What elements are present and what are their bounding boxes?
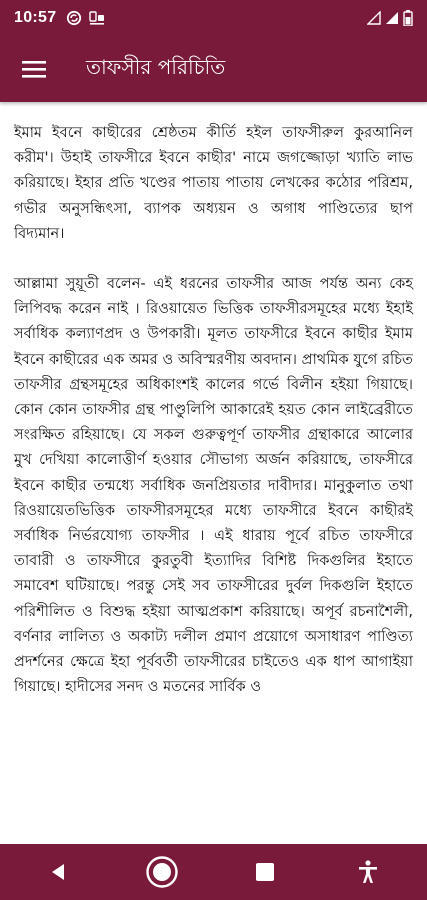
- sim-status-icon: [88, 10, 106, 26]
- page-title: তাফসীর পরিচিতি: [86, 54, 226, 79]
- back-button[interactable]: [31, 844, 87, 900]
- status-left-icons: [66, 10, 106, 26]
- menu-button[interactable]: [0, 36, 68, 102]
- paragraph: ইমাম ইবনে কাছীরের শ্রেষ্ঠতম কীর্তি হইল তাফসীরুল কুরআনিল করীম'। উহাই তাফসীরে ইবনে কাছীর' নামে জগজ্জোড়া খ্যাতি লাভ করিয়াছে। ইহার প্রতি খণ্ডের পাতায় পাতায় লেখকের কঠোর পরিশ্রম, গভীর অনুসন্ধিৎসা, ব্যাপক অধ্যয়ন ও অগাধ পাণ্ডিত্যের ছাপ বিদ্যমান।: [14, 124, 413, 242]
- status-time: 10:57: [14, 9, 57, 26]
- paragraph: আল্লামা সুয়ূতী বলেন- এই ধরনের তাফসীর আজ পর্যন্ত অন্য কেহ লিপিবদ্ধ করেন নাই । রিওয়ায়েত ভিত্তিক তাফসীরসমূহের মধ্যে ইহাই সর্বাধিক কল্যাণপ্রদ ও উপকারী। মূলত তাফসীরে ইবনে কাছীর ইমাম ইবনে কাছীরের এক অমর ও অবিস্মরণীয় অবদান। প্রাথমিক যুগে রচিত তাফসীর গ্রন্থসমূহের অধিকাংশই কালের গর্ভে বিলীন হইয়া গিয়াছে। কোন কোন তাফসীর গ্রন্থ পাণ্ডুলিপি আকারেই হয়ত কোন লাইব্রেরীতে সংরক্ষিত রহিয়াছে। যে সকল গুরুত্বপূর্ণ তাফসীর গ্রন্থাকারে আলোর মুখ দেখিয়া কালোত্তীর্ণ হওয়ার সৌভাগ্য অর্জন করিয়াছে, তাফসীরে ইবনে কাছীর তন্মধ্যে সর্বাধিক জনপ্রিয়তার দাবীদার। মানুকুলাত তথা রিওয়ায়েতভিত্তিক তাফসীরসমূহের মধ্যে তাফসীরে ইবনে কাছীরই সর্বাধিক নির্ভরযোগ্য তাফসীর । এই ধারায় পূর্বে রচিত তাফসীরে তাবারী ও তাফসীরে কুরতুবী ইত্যাদির বিশিষ্ট দিকগুলির ইহাতে সমাবেশ ঘটিয়াছে। পরন্তু সেই সব তাফসীরের দুর্বল দিকগুলি ইহাতে পরিশীলিত ও বিশুদ্ধ হইয়া আত্মপ্রকাশ করিয়াছে। অপূর্ব রচনাশৈলী, বর্ণনার লালিত্য ও অকাট্য দলীল প্রমাণ প্রয়োগে অসাধারণ পাণ্ডিত্য প্রদর্শনের ক্ষেত্রে ইহা পূর্ববর্তী তাফসীরের চাইতেও এক ধাপ আগাইয়া গিয়াছে। হাদীসের সনদ ও মতনের সার্বিক ও: [14, 275, 413, 696]
- app-bar: [0, 36, 427, 102]
- back-icon: [49, 862, 69, 882]
- home-icon: [145, 855, 179, 889]
- hamburger-menu-icon: [22, 59, 46, 79]
- accessibility-button[interactable]: [340, 844, 396, 900]
- article-content[interactable]: [0, 102, 427, 844]
- home-button[interactable]: [134, 844, 190, 900]
- status-right-icons: [367, 10, 413, 26]
- recents-button[interactable]: [237, 844, 293, 900]
- signal-icon: [385, 11, 399, 25]
- accessibility-icon: [358, 860, 378, 884]
- system-nav-bar: [0, 844, 427, 900]
- wifi-icon: [367, 11, 381, 25]
- recents-icon: [256, 863, 274, 881]
- status-bar: [0, 0, 427, 36]
- battery-icon: [403, 10, 413, 26]
- sync-icon: [66, 10, 82, 26]
